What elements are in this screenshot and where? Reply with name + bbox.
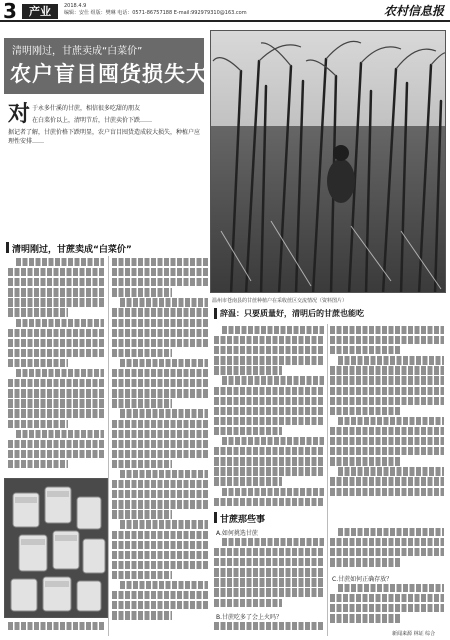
body-text-column — [8, 622, 104, 638]
editor-credit: 编辑：安仕 组版：樊琳 — [64, 10, 116, 16]
section-heading-2: 辞温：只要质量好，清明后的甘蔗也能吃 — [220, 309, 364, 318]
lead-paragraph — [8, 101, 204, 149]
sugarcane-pieces-photo — [4, 478, 108, 618]
body-text-column — [112, 258, 208, 628]
column-rule — [327, 324, 328, 636]
column-rule — [108, 256, 109, 636]
section-marker — [6, 242, 9, 253]
body-text-column — [330, 584, 444, 628]
body-text-column — [214, 622, 324, 638]
issue-date: 2018.4.9 — [64, 3, 87, 9]
body-text-column — [330, 326, 444, 506]
contact-phone: 电话：0571-86757188 — [117, 10, 173, 16]
section-heading-3: 甘蔗那些事 — [220, 515, 266, 525]
lead-line: 在白菜价以上，清明节后，甘蔗卖价下跌…… — [32, 117, 153, 124]
lead-paragraph-2: 据记者了解，甘蔗价格下跌明显，农户盲目囤货造成较大损失，种植户应理性安排…… — [8, 129, 201, 145]
header-meta — [64, 3, 247, 17]
qa-question-a: A.如何挑选甘蔗 — [216, 530, 258, 537]
section-heading-1: 清明刚过，甘蔗卖成“白菜价” — [12, 245, 132, 255]
photo-caption: 温州市苍南县的甘蔗种植户在采收蔗区交流情况（资料图片） — [212, 298, 348, 304]
headline-banner — [4, 38, 208, 94]
page-header — [0, 0, 450, 22]
section-tag: 产业 — [22, 4, 58, 19]
lead-line: 于永多什溪的甘蔗，相信很多吃甜的朋友 — [32, 105, 141, 112]
section-marker — [214, 308, 217, 319]
qa-question-c: C.甘蔗如何正确存放？ — [332, 576, 393, 583]
newspaper-brand: 农村信息报 — [383, 4, 444, 18]
byline: 新闻来源 林证 综合 — [392, 631, 436, 637]
section-marker — [214, 512, 217, 523]
body-text-column — [214, 538, 324, 608]
page-number: 3 — [3, 0, 17, 23]
headline-title: 农户盲目囤货损失大 — [10, 62, 208, 86]
qa-question-b: B.甘蔗吃多了会上火吗？ — [216, 614, 283, 621]
drop-cap: 对 — [8, 101, 31, 127]
contact-email: E-mail:992979310@163.com — [173, 10, 247, 16]
sugarcane-field-illustration — [211, 31, 446, 293]
body-text-column — [8, 258, 104, 472]
headline-subtitle: 清明刚过，甘蔗卖成“白菜价” — [12, 46, 143, 57]
sugarcane-pieces-illustration — [5, 479, 108, 618]
body-text-column — [330, 528, 444, 572]
sugarcane-field-photo — [210, 30, 446, 293]
body-text-column — [214, 326, 324, 506]
